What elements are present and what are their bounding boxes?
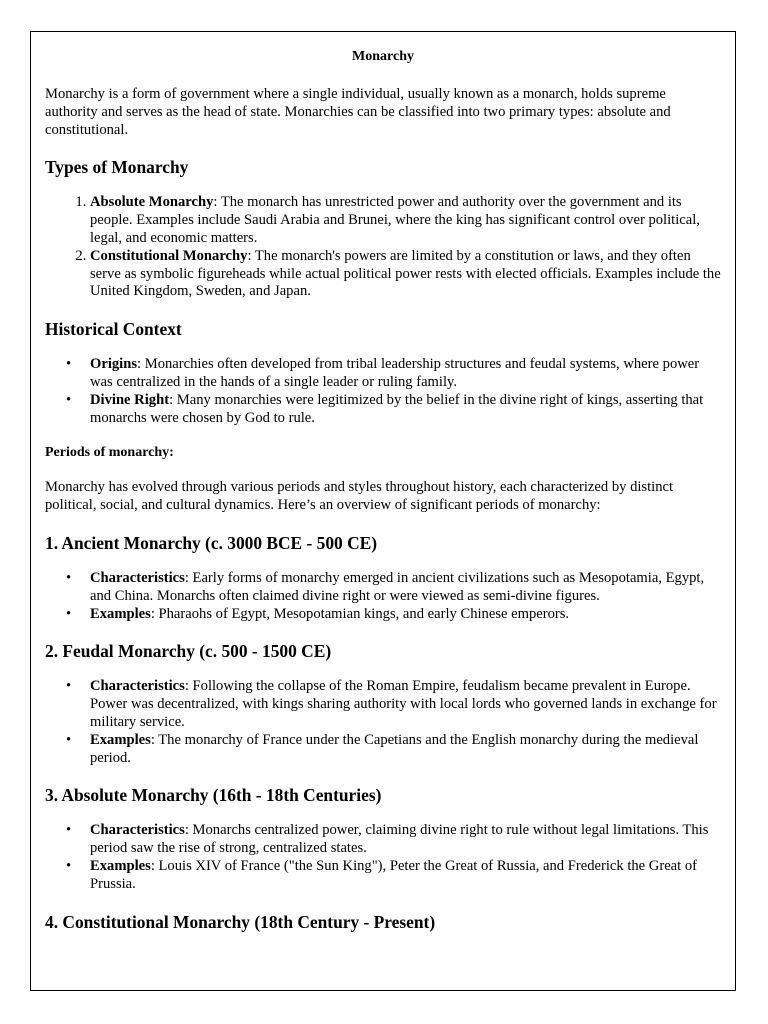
period-heading-absolute: 3. Absolute Monarchy (16th - 18th Centuries) [45, 785, 382, 806]
list-item [66, 731, 721, 768]
period-heading-constitutional: 4. Constitutional Monarchy (18th Century - Present) [45, 911, 436, 932]
list-item-term: Characteristics [90, 822, 185, 839]
list-item-text: : The monarch's powers are limited by a constitution or laws, and they often serve as symbolic figureheads while actual political power rests with elected officials. Examples include the United Kingdom, Sweden, and Japan. [90, 247, 721, 300]
list-item-text: : Following the collapse of the Roman Empire, feudalism became prevalent in Europe. Power was decentralized, with kings sharing authority with local lords who governed lands in exchange for military service. [90, 678, 717, 730]
bullet-icon: • [66, 822, 72, 839]
list-item-term: Characteristics [90, 678, 185, 695]
list-item [90, 248, 721, 301]
list-item-text: : The monarchy of France under the Capetians and the English monarchy during the medieval period. [90, 731, 699, 766]
period-list-absolute [45, 822, 721, 893]
list-item [66, 678, 721, 731]
list-item [66, 822, 721, 858]
document-content [45, 46, 721, 933]
list-item-text: : Monarchs centralized power, claiming divine right to rule without legal limitations. This period saw the rise of strong, centralized states. [90, 822, 709, 857]
document-page [30, 31, 736, 991]
list-item-term: Absolute Monarchy [90, 194, 214, 211]
document-title: Monarchy [352, 49, 414, 64]
history-list [45, 356, 721, 427]
list-item-text: : Monarchies often developed from tribal leadership structures and feudal systems, where power was centralized in the hands of a single leader or ruling family. [90, 356, 700, 390]
periods-intro-paragraph: Monarchy has evolved through various periods and styles throughout history, each characterized by distinct political, social, and cultural dynamics. Here’s an overview of significant periods of monarchy: [45, 479, 674, 514]
list-item [66, 391, 721, 428]
periods-subheading: Periods of monarchy: [45, 445, 174, 461]
bullet-icon: • [66, 569, 72, 586]
list-item [66, 857, 721, 894]
list-item-term: Origins [90, 356, 138, 373]
list-item [90, 194, 721, 247]
types-heading: Types of Monarchy [45, 157, 189, 178]
list-item-text: : Early forms of monarchy emerged in ancient civilizations such as Mesopotamia, Egypt, and China. Monarchs often claimed divine right or were viewed as semi-divine figures. [90, 569, 705, 604]
list-item-term: Constitutional Monarchy [90, 247, 248, 264]
list-item [66, 569, 721, 606]
period-list-feudal [45, 678, 721, 767]
list-item-term: Examples [90, 731, 151, 748]
list-item [66, 605, 721, 624]
period-list-ancient [45, 570, 721, 623]
types-list [45, 194, 721, 301]
list-item-text: : Pharaohs of Egypt, Mesopotamian kings, and early Chinese emperors. [150, 605, 570, 622]
intro-paragraph: Monarchy is a form of government where a single individual, usually known as a monarch, holds supreme authority and serves as the head of state. Monarchies can be classified into two primary types: absolute and constitutional. [45, 86, 671, 138]
bullet-icon: • [66, 356, 72, 373]
bullet-icon: • [66, 731, 72, 748]
list-item-term: Examples [90, 857, 151, 874]
list-item-text: : Many monarchies were legitimized by the belief in the divine right of kings, asserting that monarchs were chosen by God to rule. [90, 391, 704, 426]
list-item-text: : Louis XIV of France ("the Sun King"), Peter the Great of Russia, and Frederick the Great of Prussia. [90, 857, 698, 892]
bullet-icon: • [66, 857, 72, 874]
list-item-term: Characteristics [90, 569, 185, 586]
list-item-text: : The monarch has unrestricted power and authority over the government and its people. Examples include Saudi Arabia and Brunei, where the king has significant control over political, legal, and economic matters. [90, 194, 700, 246]
bullet-icon: • [66, 605, 72, 622]
period-heading-ancient: 1. Ancient Monarchy (c. 3000 BCE - 500 CE) [45, 532, 378, 553]
bullet-icon: • [66, 678, 72, 695]
list-item [66, 356, 721, 392]
period-heading-feudal: 2. Feudal Monarchy (c. 500 - 1500 CE) [45, 641, 332, 662]
history-heading: Historical Context [45, 319, 182, 340]
list-item-term: Examples [90, 605, 151, 622]
list-item-term: Divine Right [90, 391, 170, 408]
bullet-icon: • [66, 391, 72, 408]
